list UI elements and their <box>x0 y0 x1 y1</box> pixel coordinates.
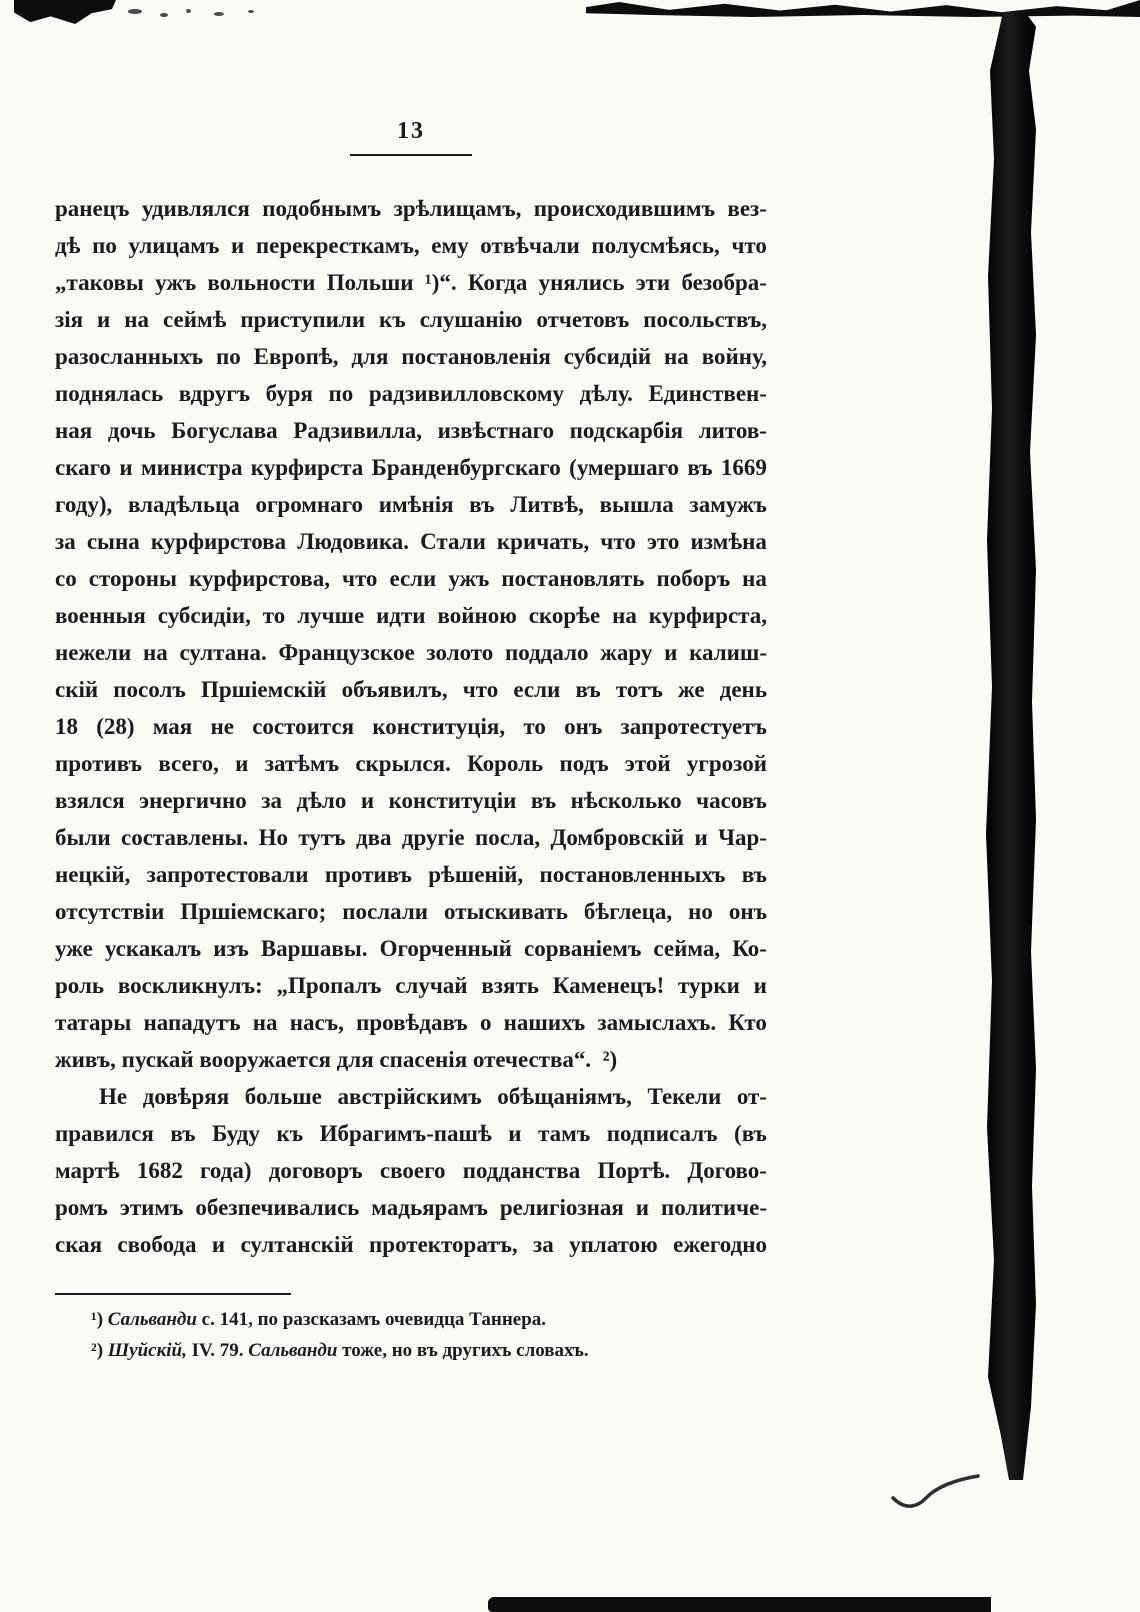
footnotes <box>55 1304 767 1366</box>
text-line: противъ всего, и затѣмъ скрылся. Король подъ этой угрозой <box>55 751 767 776</box>
text-line: роль воскликнулъ: „Пропалъ случай взять Каменецъ! турки и <box>55 973 767 998</box>
page-content <box>55 118 767 1366</box>
text-line: 18 (28) мая не состоится конституція, то онъ запротестуетъ <box>55 714 767 739</box>
text-line: были составлены. Но тутъ два другіе посла, Домбровскій и Чар- <box>55 825 767 850</box>
scan-smudge-top-right <box>586 0 1140 17</box>
text-line: зія и на сеймѣ приступили къ слушанію отчетовъ посольствъ, <box>55 307 767 332</box>
text-line: живъ, пускай вооружается для спасенія отечества“. ²) <box>55 1047 618 1072</box>
text-line: ская свобода и султанскій протекторатъ, за уплатою ежегодно <box>55 1232 767 1257</box>
scan-bar-bottom <box>488 1597 991 1612</box>
text-line: уже ускакалъ изъ Варшавы. Огорченный сорваніемъ сейма, Ко- <box>55 936 767 961</box>
text-line: военныя субсидіи, то лучше идти войною скорѣе на курфирста, <box>55 603 767 628</box>
text-line: со стороны курфирстова, что если ужъ постановлять поборъ на <box>55 566 767 591</box>
text-line: году), владѣльца огромнаго имѣнія въ Литвѣ, вышла замужъ <box>55 492 767 517</box>
text-line: за сына курфирстова Людовика. Стали кричать, что это измѣна <box>55 529 767 554</box>
footnote-marker: ¹) <box>91 1309 108 1330</box>
text-line: ная дочь Богуслава Радзивилла, извѣстнаго подскарбія литов- <box>55 418 767 443</box>
text-line: разосланныхъ по Европѣ, для постановленія субсидій на войну, <box>55 344 767 369</box>
text-line: татары нападутъ на насъ, провѣдавъ о нашихъ замыслахъ. Кто <box>55 1010 767 1035</box>
text-line: нецкій, запротестовали противъ рѣшеній, постановленныхъ въ <box>55 862 767 887</box>
footnote-text: тоже, но въ другихъ словахъ. <box>337 1340 589 1361</box>
footnote <box>55 1304 767 1335</box>
footnote-text: IV. 79. <box>186 1340 249 1361</box>
scan-band-right-edge <box>986 12 1036 1480</box>
scan-smudge-top-left <box>14 0 116 24</box>
footnote-text: Шуйскій, <box>107 1340 187 1361</box>
scan-speck <box>248 10 254 13</box>
body-text <box>55 190 767 1263</box>
text-line: Не довѣряя больше австрійскимъ обѣщаніямъ, Текели от- <box>99 1084 767 1109</box>
page-number-rule <box>350 154 472 156</box>
footnote-text: Сальванди <box>248 1340 338 1361</box>
footnote-marker: ²) <box>91 1340 108 1361</box>
footnote-rule <box>55 1293 291 1295</box>
text-line: поднялась вдругъ буря по радзивилловскому дѣлу. Единствен- <box>55 381 767 406</box>
pen-mark <box>885 1470 985 1520</box>
scan-speck <box>128 9 142 14</box>
footnote <box>55 1335 767 1366</box>
text-line: взялся энергично за дѣло и конституціи въ нѣсколько часовъ <box>55 788 767 813</box>
text-line: „таковы ужъ вольности Польши ¹)“. Когда унялись эти безобра- <box>55 270 767 295</box>
text-line: скій посолъ Пршіемскій объявилъ, что если въ тотъ же день <box>55 677 767 702</box>
text-line: ранецъ удивлялся подобнымъ зрѣлищамъ, происходившимъ вез- <box>55 196 767 221</box>
scan-speck <box>160 13 168 17</box>
scan-speck <box>214 12 224 16</box>
text-line: ромъ этимъ обезпечивались мадьярамъ религіозная и политиче- <box>55 1195 767 1220</box>
text-line: правился въ Буду къ Ибрагимъ-пашѣ и тамъ подписалъ (въ <box>55 1121 767 1146</box>
text-line: мартѣ 1682 года) договоръ своего подданства Портѣ. Догово- <box>55 1158 767 1183</box>
page-number: 13 <box>397 118 425 144</box>
text-line: отсутствіи Пршіемскаго; послали отыскивать бѣглеца, но онъ <box>55 899 767 924</box>
scan-speck <box>186 9 191 13</box>
text-line: скаго и министра курфирста Бранденбургскаго (умершаго въ 1669 <box>55 455 767 480</box>
footnote-text: с. 141, по разсказамъ очевидца Таннера. <box>196 1309 547 1330</box>
text-line: нежели на султана. Французское золото поддало жару и калиш- <box>55 640 767 665</box>
text-line: дѣ по улицамъ и перекресткамъ, ему отвѣчали полусмѣясь, что <box>55 233 767 258</box>
footnote-text: Сальванди <box>107 1309 197 1330</box>
